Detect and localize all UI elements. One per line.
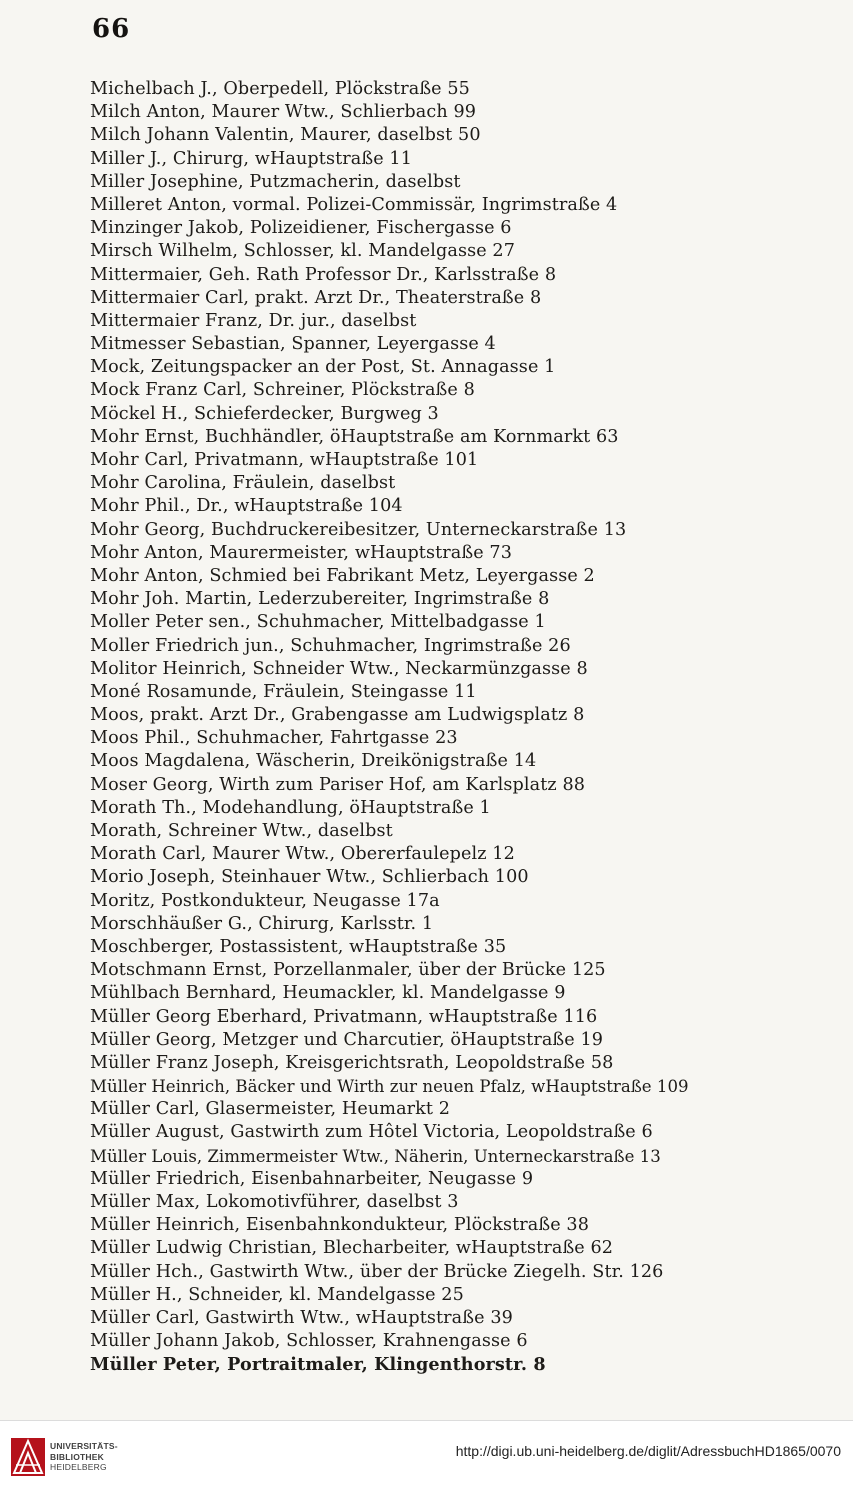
directory-entry: Mittermaier Carl, prakt. Arzt Dr., Theaterstraße 8 — [90, 287, 542, 308]
library-name-line: HEIDELBERG — [50, 1462, 107, 1472]
directory-entry: Mohr Anton, Maurermeister, wHauptstraße 73 — [90, 542, 513, 563]
directory-entry: Müller Johann Jakob, Schlosser, Krahnengasse 6 — [90, 1331, 528, 1352]
directory-entry: Molitor Heinrich, Schneider Wtw., Neckarmünzgasse 8 — [90, 658, 588, 679]
directory-entry: Mohr Georg, Buchdruckereibesitzer, Unterneckarstraße 13 — [90, 519, 627, 540]
directory-entry: Moos Magdalena, Wäscherin, Dreikönigstraße 14 — [90, 751, 537, 772]
directory-entry: Mohr Carl, Privatmann, wHauptstraße 101 — [90, 450, 479, 470]
directory-entry: Michelbach J., Oberpedell, Plöckstraße 55 — [90, 79, 470, 99]
directory-entry: Moller Friedrich jun., Schuhmacher, Ingrimstraße 26 — [90, 635, 571, 656]
directory-entry: Müller Max, Lokomotivführer, daselbst 3 — [90, 1192, 459, 1212]
directory-entry: Mirsch Wilhelm, Schlosser, kl. Mandelgasse 27 — [90, 241, 516, 262]
directory-entry-list — [90, 78, 830, 1377]
directory-entry: Müller Friedrich, Eisenbahnarbeiter, Neugasse 9 — [90, 1168, 534, 1189]
directory-entry: Müller Georg, Metzger und Charcutier, öHauptstraße 19 — [90, 1029, 604, 1050]
directory-entry: Mock Franz Carl, Schreiner, Plöckstraße 8 — [90, 380, 475, 401]
directory-entry: Müller Louis, Zimmermeister Wtw., Näherin, Unterneckarstraße 13 — [90, 1146, 661, 1166]
page-number: 66 — [92, 14, 131, 44]
directory-entry: Müller Carl, Gastwirth Wtw., wHauptstraße 39 — [90, 1307, 513, 1328]
directory-entry: Morschhäußer G., Chirurg, Karlsstr. 1 — [90, 913, 434, 934]
directory-entry: Müller Hch., Gastwirth Wtw., über der Brücke Ziegelh. Str. 126 — [90, 1261, 664, 1282]
directory-entry: Müller H., Schneider, kl. Mandelgasse 25 — [90, 1284, 464, 1305]
directory-entry: Moritz, Postkondukteur, Neugasse 17a — [90, 890, 440, 911]
directory-entry: Morath, Schreiner Wtw., daselbst — [90, 821, 393, 841]
directory-entry: Mitmesser Sebastian, Spanner, Leyergasse 4 — [90, 334, 496, 355]
directory-entry: Müller Georg Eberhard, Privatmann, wHauptstraße 116 — [90, 1006, 598, 1027]
directory-entry: Moos, prakt. Arzt Dr., Grabengasse am Ludwigsplatz 8 — [90, 705, 585, 726]
directory-entry: Motschmann Ernst, Porzellanmaler, über der Brücke 125 — [90, 960, 606, 981]
directory-entry: Morio Joseph, Steinhauer Wtw., Schlierbach 100 — [90, 867, 529, 888]
directory-entry: Mohr Carolina, Fräulein, daselbst — [90, 473, 396, 494]
directory-entry: Moschberger, Postassistent, wHauptstraße 35 — [90, 936, 507, 957]
directory-entry: Mühlbach Bernhard, Heumackler, kl. Mandelgasse 9 — [90, 983, 566, 1004]
library-name-line: UNIVERSITÄTS- — [50, 1441, 118, 1451]
library-footer — [0, 1420, 853, 1494]
directory-entry: Milch Johann Valentin, Maurer, daselbst 50 — [90, 125, 481, 146]
directory-entry: Mittermaier Franz, Dr. jur., daselbst — [90, 310, 417, 331]
directory-entry: Müller Heinrich, Eisenbahnkondukteur, Plöckstraße 38 — [90, 1215, 590, 1236]
directory-entry: Moos Phil., Schuhmacher, Fahrtgasse 23 — [90, 728, 458, 749]
directory-entry: Moller Peter sen., Schuhmacher, Mittelbadgasse 1 — [90, 612, 546, 633]
directory-entry: Müller Heinrich, Bäcker und Wirth zur neuen Pfalz, wHauptstraße 109 — [90, 1077, 689, 1097]
directory-entry: Milch Anton, Maurer Wtw., Schlierbach 99 — [90, 102, 477, 123]
directory-entry: Mohr Ernst, Buchhändler, öHauptstraße am Kornmarkt 63 — [90, 426, 619, 447]
library-logo[interactable] — [10, 1435, 145, 1481]
directory-entry: Müller Ludwig Christian, Blecharbeiter, wHauptstraße 62 — [90, 1238, 614, 1259]
directory-entry: Moser Georg, Wirth zum Pariser Hof, am Karlsplatz 88 — [90, 774, 586, 795]
directory-entry: Müller Carl, Glasermeister, Heumarkt 2 — [90, 1099, 451, 1120]
library-name-line: BIBLIOTHEK — [50, 1451, 104, 1462]
directory-entry: Miller Josephine, Putzmacherin, daselbst — [90, 171, 461, 192]
directory-entry: Möckel H., Schieferdecker, Burgweg 3 — [90, 403, 439, 424]
directory-entry: Müller Franz Joseph, Kreisgerichtsrath, Leopoldstraße 58 — [90, 1052, 614, 1073]
directory-entry: Müller Peter, Portraitmaler, Klingenthorstr. 8 — [90, 1354, 546, 1376]
directory-entry: Minzinger Jakob, Polizeidiener, Fischergasse 6 — [90, 218, 512, 239]
directory-entry: Mock, Zeitungspacker an der Post, St. Annagasse 1 — [90, 357, 556, 378]
directory-entry: Miller J., Chirurg, wHauptstraße 11 — [90, 148, 412, 169]
directory-entry: Mohr Joh. Martin, Lederzubereiter, Ingrimstraße 8 — [90, 589, 550, 610]
directory-entry: Mittermaier, Geh. Rath Professor Dr., Karlsstraße 8 — [90, 264, 557, 285]
directory-entry: Mohr Anton, Schmied bei Fabrikant Metz, Leyergasse 2 — [90, 565, 595, 586]
university-seal-icon — [10, 1437, 46, 1477]
library-name — [50, 1441, 118, 1473]
directory-entry: Milleret Anton, vormal. Polizei-Commissär, Ingrimstraße 4 — [90, 194, 618, 215]
directory-entry: Morath Carl, Maurer Wtw., Obererfaulepelz 12 — [90, 844, 515, 865]
directory-entry: Müller August, Gastwirth zum Hôtel Victoria, Leopoldstraße 6 — [90, 1122, 653, 1143]
directory-entry: Morath Th., Modehandlung, öHauptstraße 1 — [90, 797, 491, 818]
directory-entry: Moné Rosamunde, Fräulein, Steingasse 11 — [90, 681, 477, 702]
directory-entry: Mohr Phil., Dr., wHauptstraße 104 — [90, 496, 403, 517]
source-url[interactable]: http://digi.ub.uni-heidelberg.de/diglit/AdressbuchHD1865/0070 — [455, 1443, 841, 1459]
